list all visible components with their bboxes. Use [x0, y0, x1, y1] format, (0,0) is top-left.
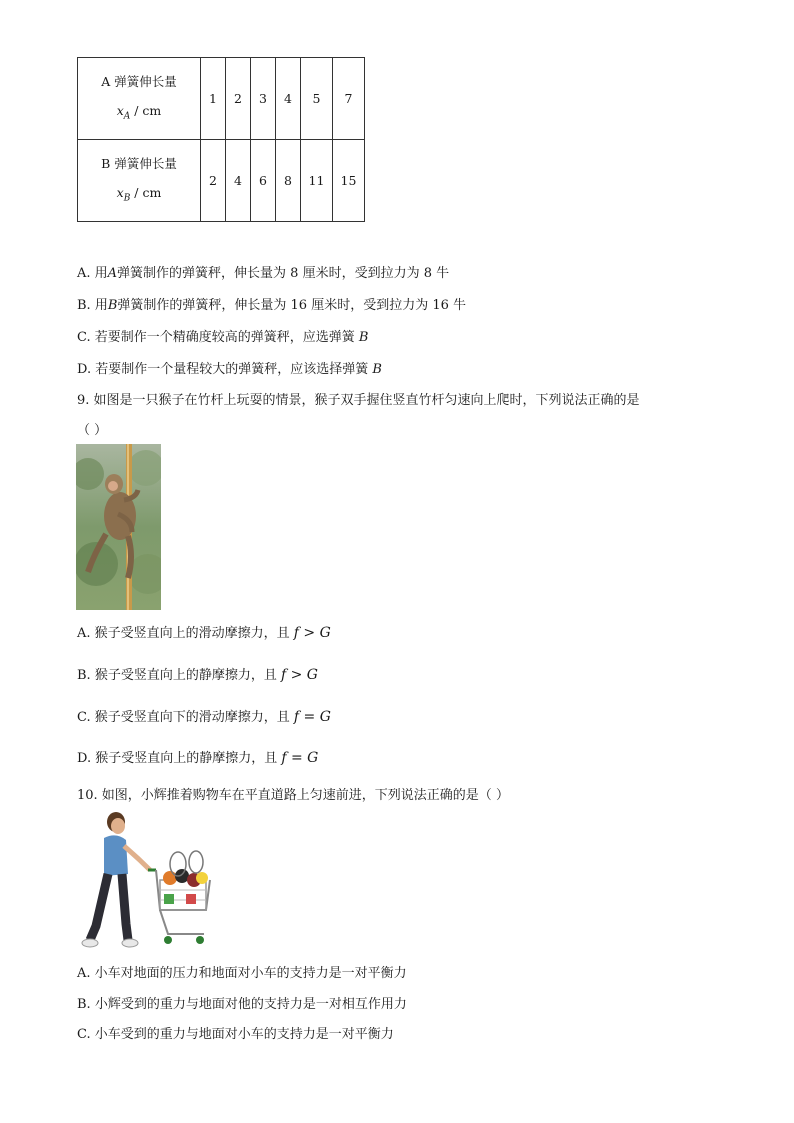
table-cell: 7	[333, 58, 365, 140]
row-a-label: A 弹簧伸长量	[101, 74, 177, 90]
table-row-b	[78, 140, 365, 222]
q10-option-a: A. 小车对地面的压力和地面对小车的支持力是一对平衡力	[77, 966, 407, 981]
q9-answer-paren: （ ）	[77, 423, 108, 438]
table-cell: 8	[276, 140, 301, 222]
table-cell: 5	[301, 58, 333, 140]
q9-option-a: A. 猴子受竖直向上的滑动摩擦力，且 f > G	[77, 625, 331, 641]
table-cell: 2	[201, 140, 226, 222]
row-b-label: B 弹簧伸长量	[101, 156, 177, 172]
q9-option-b: B. 猴子受竖直向上的静摩擦力，且 f > G	[77, 667, 318, 683]
table-cell: 4	[226, 140, 251, 222]
table-cell: 15	[333, 140, 365, 222]
q10-option-b: B. 小辉受到的重力与地面对他的支持力是一对相互作用力	[77, 997, 407, 1012]
q10-option-c: C. 小车受到的重力与地面对小车的支持力是一对平衡力	[77, 1027, 394, 1042]
row-b-variable: $x_B$ / cm	[116, 185, 162, 204]
q9-option-c: C. 猴子受竖直向下的滑动摩擦力，且 f = G	[77, 709, 331, 725]
table-cell: 6	[251, 140, 276, 222]
table-cell: 2	[226, 58, 251, 140]
row-b-header	[78, 140, 201, 222]
boy-pushing-cart-photo	[78, 808, 218, 953]
q9-option-d: D. 猴子受竖直向上的静摩擦力，且 f = G	[77, 750, 319, 766]
monkey-on-pole-photo	[76, 444, 161, 610]
table-cell: 3	[251, 58, 276, 140]
spring-extension-table	[77, 57, 365, 222]
q8-option-a: A. 用A弹簧制作的弹簧秤，伸长量为 8 厘米时，受到拉力为 8 牛	[77, 266, 450, 281]
q8-option-b: B. 用B弹簧制作的弹簧秤，伸长量为 16 厘米时，受到拉力为 16 牛	[77, 298, 467, 313]
row-a-header	[78, 58, 201, 140]
table-cell: 1	[201, 58, 226, 140]
table-row-a	[78, 58, 365, 140]
q10-stem: 10. 如图，小辉推着购物车在平直道路上匀速前进，下列说法正确的是（ ）	[77, 788, 509, 803]
q9-stem: 9. 如图是一只猴子在竹杆上玩耍的情景，猴子双手握住竖直竹杆匀速向上爬时，下列说法正确的是	[77, 393, 640, 408]
table-cell: 11	[301, 140, 333, 222]
q8-option-d: D. 若要制作一个量程较大的弹簧秤，应该选择弹簧 B	[77, 362, 382, 377]
table-cell: 4	[276, 58, 301, 140]
row-a-variable: $x_A$ / cm	[116, 103, 162, 122]
q8-option-c: C. 若要制作一个精确度较高的弹簧秤，应选弹簧 B	[77, 330, 369, 345]
